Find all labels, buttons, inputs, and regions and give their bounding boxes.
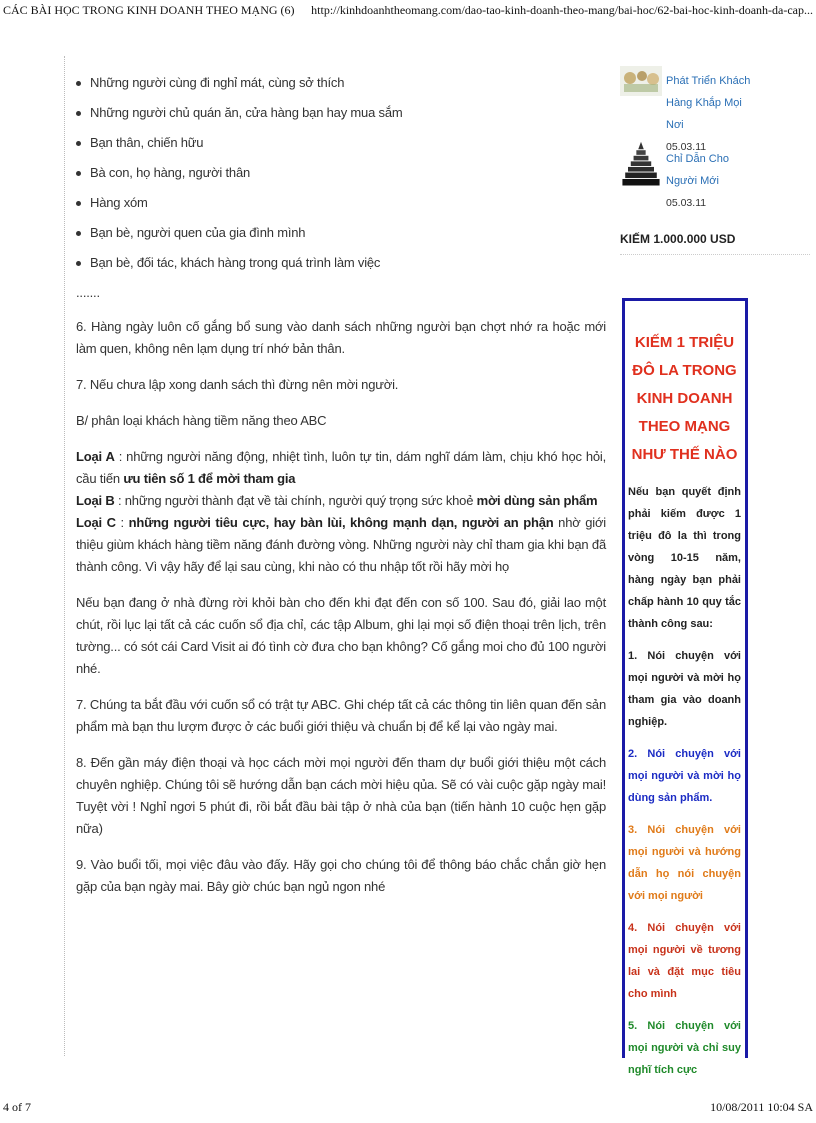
paragraph-7b: 7. Chúng ta bắt đầu với cuốn sổ có trật tự ABC. Ghi chép tất cả các thông tin liên quan đến sản phẩm mà bạn thu lượm được ở các buổi giới thiệu và chuẩn bị để kể lại vào ngày mai. xyxy=(76,697,606,734)
list-item: Bạn bè, người quen của gia đình mình xyxy=(76,222,606,244)
type-a-paragraph xyxy=(76,446,606,490)
abc-section-title: B/ phân loại khách hàng tiềm năng theo ABC xyxy=(76,413,327,428)
contact-list xyxy=(76,72,606,274)
promo-rule: 5. Nói chuyện với mọi người và chỉ suy nghĩ tích cực xyxy=(628,1020,741,1076)
article-body xyxy=(76,72,606,912)
list-item: Những người chủ quán ăn, cửa hàng bạn hay mua sắm xyxy=(76,102,606,124)
paragraph-8: 8. Đến gần máy điện thoại và học cách mời mọi người đến tham dự buổi giới thiệu một cách chuyên nghiệp. Chúng tôi sẽ hướng dẫn bạn cách mời hiệu qủa. Sẽ có vài cuộc gặp ngày mai! Tuyệt vời ! Nghỉ ngơi 5 phút đi, rồi bắt đầu bài tập ở nhà của bạn (tiến hành 10 cuộc hẹn gặp nữa) xyxy=(76,755,606,836)
type-b-text: : những người thành đạt về tài chính, người quý trọng sức khoẻ xyxy=(114,493,477,508)
promo-rule: 3. Nói chuyện với mọi người và hướng dẫn họ nói chuyện với mọi người xyxy=(628,824,741,902)
type-a-emphasis: ưu tiên số 1 để mời tham gia xyxy=(123,471,296,486)
type-b-paragraph xyxy=(76,490,606,512)
type-c-text-2: nhờ giới thiệu giùm khách hàng tiềm năng đánh đường vòng. Những người này chỉ tham gia khi bạn đã thành công. Vì vậy hãy để lại sau cùng, khi nào có thu nhập tốt rồi hãy mời họ xyxy=(76,515,606,574)
type-b-label: Loại B xyxy=(76,493,115,508)
million-dollar-promo-box xyxy=(622,298,748,1076)
promo-title: KIẾM 1 TRIỆU ĐÔ LA TRONG KINH DOANH THEO MẠNG NHƯ THẾ NÀO xyxy=(631,334,738,463)
post-date: 05.03.11 xyxy=(666,197,707,209)
list-item: Những người cùng đi nghỉ mát, cùng sở thích xyxy=(76,72,606,94)
sidebar-post[interactable] xyxy=(620,142,810,220)
browser-page-title: CÁC BÀI HỌC TRONG KINH DOANH THEO MẠNG (6) xyxy=(3,3,295,17)
post-date: 05.03.11 xyxy=(666,141,707,153)
list-item: Bạn thân, chiến hữu xyxy=(76,132,606,154)
sidebar-post[interactable] xyxy=(620,64,810,153)
list-item: Hàng xóm xyxy=(76,192,606,214)
column-divider xyxy=(64,56,65,1056)
type-a-text: : những người năng động, nhiệt tình, luôn tự tin, dám nghĩ dám làm, chịu khó học hỏi, cầu tiến xyxy=(76,449,607,486)
print-datetime: 10/08/2011 10:04 SA xyxy=(710,1100,813,1114)
post-link[interactable] xyxy=(666,148,756,214)
paragraph-6: 6. Hàng ngày luôn cố gắng bổ sung vào danh sách những người bạn chợt nhớ ra hoặc mới làm quen, không nên lạm dụng trí nhớ bản thân. xyxy=(76,319,606,356)
post-title-text[interactable]: Chỉ Dẫn Cho Người Mới xyxy=(666,153,729,187)
pyramid-thumbnail-image[interactable] xyxy=(620,140,662,192)
promo-rule: 2. Nói chuyện với mọi người và mời họ dùng sản phẩm. xyxy=(628,748,741,804)
type-c-paragraph xyxy=(76,512,606,578)
promo-intro: Nếu bạn quyết định phải kiếm được 1 triệu đô la thì trong vòng 10-15 năm, hàng ngày bạn phải chấp hành 10 quy tắc thành công sau: xyxy=(628,486,741,630)
ellipsis-text: ....... xyxy=(76,285,100,300)
paragraph-7a: 7. Nếu chưa lập xong danh sách thì đừng nên mời người. xyxy=(76,377,399,392)
paragraph-9: 9. Vào buổi tối, mọi việc đâu vào đấy. Hãy gọi cho chúng tôi để thông báo chắc chắn giờ hẹn gặp của bạn ngày mai. Bây giờ chúc bạn ngủ ngon nhé xyxy=(76,857,606,894)
type-c-emphasis: những người tiêu cực, hay bàn lùi, không mạnh dạn, người an phận xyxy=(128,515,554,530)
post-title-text[interactable]: Phát Triển Khách Hàng Khắp Mọi Nơi xyxy=(666,75,751,131)
type-c-label: Loại C xyxy=(76,515,116,530)
sidebar xyxy=(620,64,810,255)
browser-page-url: http://kinhdoanhtheomang.com/dao-tao-kinh-doanh-theo-mang/bai-hoc/62-bai-hoc-kinh-doanh-da-cap... xyxy=(311,3,813,17)
promo-rule: 4. Nói chuyện với mọi người về tương lai và đặt mục tiêu cho mình xyxy=(628,922,741,1000)
type-a-label: Loại A xyxy=(76,449,115,464)
list-item: Bà con, họ hàng, người thân xyxy=(76,162,606,184)
post-thumbnail-image[interactable] xyxy=(620,66,662,96)
type-b-emphasis: mời dùng sản phẩm xyxy=(476,493,598,508)
sidebar-section-heading: KIẾM 1.000.000 USD xyxy=(620,220,810,255)
type-c-text-1: : xyxy=(115,515,129,530)
list-item: Bạn bè, đối tác, khách hàng trong quá trình làm việc xyxy=(76,252,606,274)
promo-rule: 1. Nói chuyện với mọi người và mời họ tham gia vào doanh nghiệp. xyxy=(628,650,741,728)
paragraph-home: Nếu bạn đang ở nhà đừng rời khỏi bàn cho đến khi đạt đến con số 100. Sau đó, giải lao một chút, rồi lục lại tất cả các cuốn sổ địa chỉ, các tập Album, ghi lại mọi số điện thoại trên lịch, trên tường... có sót cái Card Visit ai đó tình cờ đưa cho bạn không? Cố gắng moi cho đủ 100 người nhé. xyxy=(76,595,606,676)
page-counter: 4 of 7 xyxy=(3,1100,31,1114)
